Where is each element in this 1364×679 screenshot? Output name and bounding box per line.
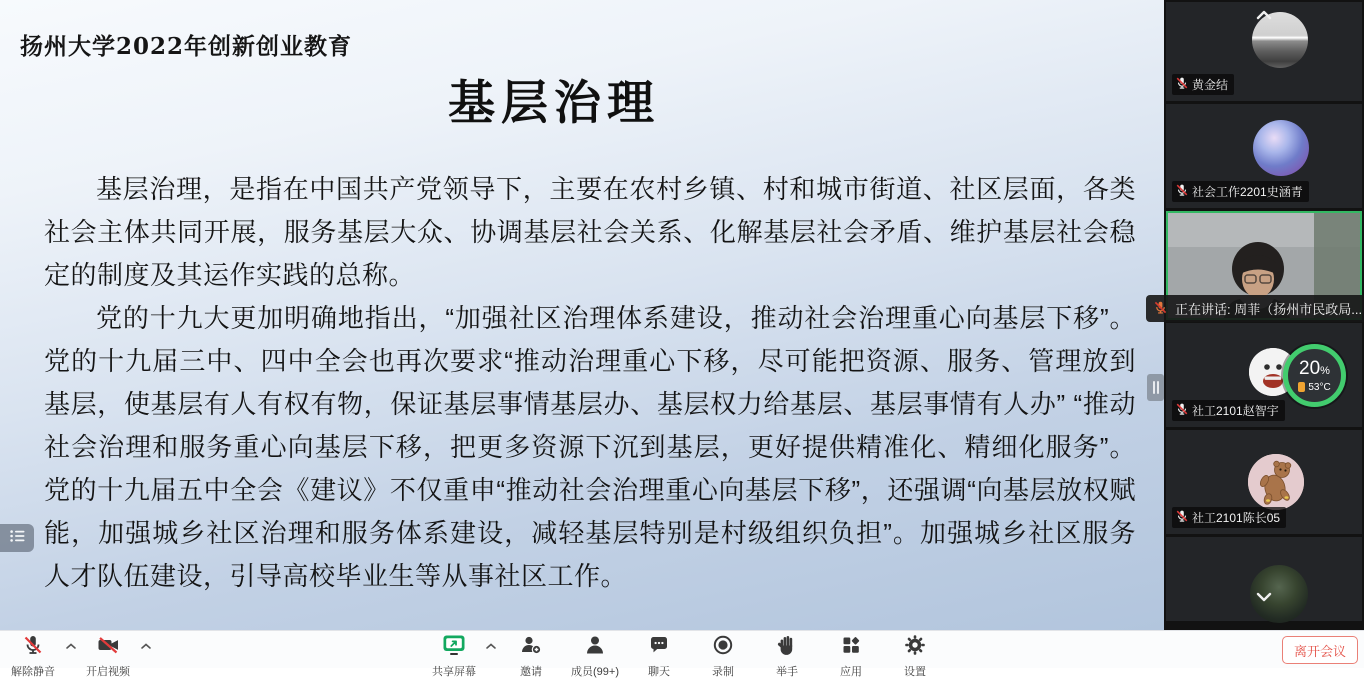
share-screen-icon [442,634,466,661]
mic-muted-icon [1175,509,1189,526]
audio-options-chevron[interactable] [62,634,79,649]
members-label: 成员(99+) [571,666,619,678]
chevron-up-icon [1255,7,1273,25]
participant-name: 黄金结 [1192,78,1229,92]
record-button[interactable] [691,634,755,679]
leave-meeting-button[interactable]: 离开会议 [1282,636,1358,664]
scroll-up-button[interactable] [1166,7,1362,25]
raise-hand-label: 举手 [776,666,798,678]
start-video-label: 开启视频 [86,666,130,678]
apps-label: 应用 [840,666,862,678]
scroll-down-button[interactable] [1166,589,1362,607]
share-options-chevron[interactable] [482,634,499,649]
participant-tile-huangjinjie[interactable] [1166,2,1362,101]
participant-name: 社会工作2201史涵青 [1192,185,1303,199]
meeting-toolbar [0,630,1364,678]
participant-tile-zhaozhiyu[interactable] [1166,323,1362,427]
participant-name-badge [1172,507,1286,528]
annotation-menu-button[interactable] [0,524,34,552]
now-speaking-bar [1146,295,1364,322]
start-video-button[interactable] [79,634,137,679]
bulleted-list-icon [9,529,26,548]
temperature-icon [1298,382,1305,392]
camera-off-icon [97,634,120,661]
members-button[interactable] [563,634,627,679]
mic-muted-icon [1175,76,1189,93]
invite-label: 邀请 [520,666,542,678]
invite-button[interactable] [499,634,563,679]
record-label: 录制 [712,666,734,678]
raise-hand-button[interactable] [755,634,819,679]
record-icon [712,634,734,661]
unmute-button[interactable] [4,634,62,679]
participant-name: 社工2101赵智宇 [1192,404,1279,418]
slide-title: 基层治理 [448,76,660,131]
participant-tile-shihanqing[interactable] [1166,104,1362,208]
phone-status-badge [1283,344,1346,407]
battery-percent: 20 [1299,357,1321,379]
chat-label: 聊天 [648,666,670,678]
participant-name-badge [1172,74,1234,95]
speaker-mic-icon [1153,300,1168,318]
participant-name: 社工2101陈长05 [1192,511,1281,525]
participant-tile-bottom[interactable] [1166,537,1362,621]
raise-hand-icon [776,634,798,661]
settings-label: 设置 [904,666,926,678]
now-speaking-text: 正在讲话: 周菲（扬州市民政局... [1175,302,1363,317]
chevron-down-icon [1255,589,1273,607]
share-screen-button[interactable] [426,634,482,679]
gear-icon [904,634,926,661]
mic-muted-icon [1175,402,1189,419]
members-icon [584,634,606,661]
slide-paragraph-2: 党的十九大更加明确地指出，“加强社区治理体系建设，推动社会治理重心向基层下移”。党的十九届三中、四中全会也再次要求“推动治理重心下移，尽可能把资源、服务、管理放到基层，使基层有人有权有物，保证基层事情基层办、基层权力给基层、基层事情有人办” “推动社会治理和服务重心向基层下移，把更多资源下沉到基层，更好提供精准化、精细化服务”。党的十九届五中全会《建议》不仅重申“推动社会治理重心向基层下移”，还强调“向基层放权赋能，加强城乡社区治理和服务体系建设，减轻基层特别是村级组织负担”。加强城乡社区服务人才队伍建设，引导高校毕业生等从事社区工作。 [44,303,1136,591]
chat-button[interactable] [627,634,691,679]
avatar [1248,454,1304,510]
apps-icon [840,634,862,661]
sidebar-drag-handle[interactable] [1147,374,1164,401]
slide-header: 扬州大学2022年创新创业教育 [20,33,353,60]
participant-tile-chenchang05[interactable] [1166,430,1362,534]
settings-button[interactable] [883,634,947,679]
invite-icon [520,634,542,661]
mic-muted-icon [22,634,44,661]
slide-body [44,168,1136,598]
percent-sign: % [1320,364,1330,377]
chat-icon [648,634,670,661]
slide-paragraph-1: 基层治理，是指在中国共产党领导下，主要在农村乡镇、村和城市街道、社区层面，各类社会主体共同开展，服务基层大众、协调基层社会关系、化解基层社会矛盾、维护基层社会稳定的制度及其运作实践的总称。 [44,174,1136,290]
participant-name-badge [1172,181,1309,202]
video-options-chevron[interactable] [137,634,154,649]
apps-button[interactable] [819,634,883,679]
mic-muted-icon [1175,183,1189,200]
share-screen-label: 共享屏幕 [432,666,476,678]
avatar [1253,120,1309,176]
unmute-label: 解除静音 [11,666,55,678]
temperature-value: 53°C [1308,381,1331,393]
participant-name-badge [1172,400,1285,421]
